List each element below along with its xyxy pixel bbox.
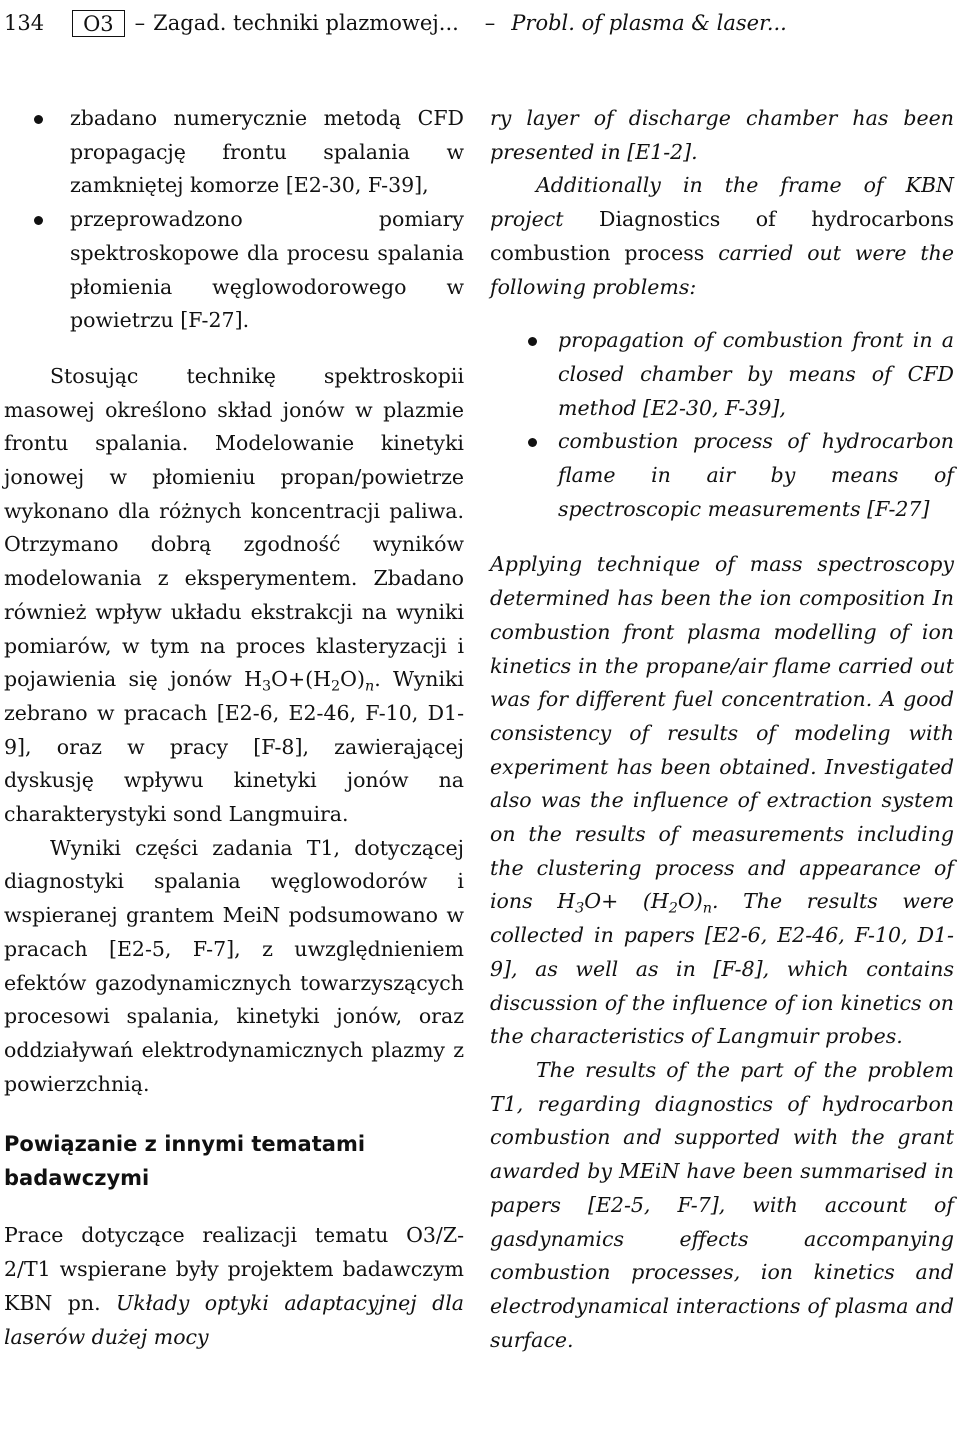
text-run: Additionally in the frame of KBN project — [490, 173, 954, 232]
subscript: 2 — [668, 900, 678, 917]
header-title-pl: Zagad. techniki plazmowej... — [153, 11, 459, 35]
text-run: . Wyniki zebrano w pracach [E2-6, E2-46, F-10, D1-9], oraz w pracy [F-8], zawierającej dyskusję wpływu kinetyki jonów na charakterystyki sond Langmuira. — [4, 667, 464, 827]
left-column — [4, 102, 464, 1438]
header-dash: – — [134, 11, 146, 35]
section-heading: Powiązanie z innymi tematami badawczymi — [4, 1132, 366, 1191]
text-run: O) — [340, 667, 365, 692]
bullet-icon — [34, 216, 43, 225]
text-run: O+ (H — [584, 889, 669, 914]
text-run: . The results were collected in papers [E2-6, E2-46, F-10, D1-9], as well as in [F-8], which contains discussion of the influence of ion kinetics on the characteristics of Langmuir probes. — [490, 889, 955, 1049]
header-dash-2: – — [484, 11, 496, 35]
paragraph-mass-spectroscopy-en — [490, 548, 954, 1054]
bullet-icon — [34, 115, 43, 124]
list-item — [4, 203, 464, 338]
list-item-text: przeprowadzono pomiary spektroskopowe dla procesu spalania płomienia węglowodorowego w powietrzu [F-27]. — [70, 207, 464, 333]
list-item — [490, 425, 954, 526]
list-item — [4, 102, 464, 203]
text-run: Applying technique of mass spectroscopy determined has been the ion composition In combustion front plasma modelling of ion kinetics in the propane/air flame carried out was for different fuel concentration. A good consistency of results of modeling with experiment has been obtained. Investigated also was the influence of extraction system on the results of measurements including the clustering process and appearance of ions H — [490, 552, 954, 914]
list-item-text: zbadano numerycznie metodą CFD propagację frontu spalania w zamkniętej komorze [E2-30, F-39], — [70, 106, 464, 198]
section-code-box: O3 — [72, 10, 125, 37]
text-run: Stosując technikę spektroskopii masowej określono skład jonów w plazmie frontu spalania. Modelowanie kinetyki jonowej w płomieniu propan/powietrze wykonano dla różnych koncentracji paliwa. Otrzymano dobrą zgodność wyników modelowania z eksperymentem. Zbadano również wpływ układu ekstrakcji na wyniki pomiarów, w tym na proces klasteryzacji i pojawienia się jonów H — [4, 363, 464, 692]
running-header — [4, 4, 952, 42]
bullet-list-pl — [4, 102, 464, 338]
project-title: Diagnostics of hydrocarbons combustion process — [490, 207, 954, 265]
page-number: 134 — [4, 11, 45, 35]
subscript: 2 — [331, 678, 341, 695]
subscript: 3 — [262, 678, 272, 695]
list-item — [490, 324, 954, 425]
text-run: O+(H — [271, 667, 332, 692]
paragraph-related-topics-pl — [4, 1219, 464, 1354]
bullet-list-en — [490, 324, 954, 526]
bullet-icon — [528, 438, 537, 447]
text-run: carried out were the following problems: — [490, 240, 954, 299]
paragraph-continuation-en: ry layer of discharge chamber has been presented in [E1-2]. — [490, 106, 954, 164]
subscript: n — [702, 900, 712, 917]
subscript: 3 — [575, 900, 585, 917]
right-column — [490, 102, 954, 1438]
bullet-icon — [528, 337, 537, 346]
header-title-en: Probl. of plasma & laser... — [511, 11, 787, 35]
project-title: Układy optyki adaptacyjnej dla laserów dużej mocy — [4, 1290, 464, 1349]
text-run: O) — [677, 889, 703, 914]
text-run: Prace dotyczące realizacji tematu O3/Z-2/T1 wspierane były projektem badawczym KBN pn. — [4, 1223, 464, 1315]
subscript: n — [364, 678, 375, 695]
paragraph-results-pl: Wyniki części zadania T1, dotyczącej diagnostyki spalania węglowodorów i wspieranej grantem MeiN podsumowano w pracach [E2-5, F-7], z uwzględnieniem efektów gazodynamicznych towarzyszących procesowi spalania, kinetyki jonów, oraz oddziaływań elektrodynamicznych plazmy z powierzchnią. — [4, 835, 464, 1096]
paragraph-mass-spectroscopy-pl — [4, 360, 464, 832]
list-item-text: combustion process of hydrocarbon flame in air by means of spectroscopic measurements [F-27] — [558, 429, 954, 521]
paragraph-kbn-project-en — [490, 169, 954, 304]
paragraph-results-en: The results of the part of the problem T1, regarding diagnostics of hydrocarbon combustion and supported with the grant awarded by MEiN have been summarised in papers [E2-5, F-7], with account of gasdynamics effects accompanying combustion processes, ion kinetics and electrodynamical interactions of plasma and surface. — [490, 1057, 954, 1352]
list-item-text: propagation of combustion front in a closed chamber by means of CFD method [E2-30, F-39], — [558, 328, 954, 420]
